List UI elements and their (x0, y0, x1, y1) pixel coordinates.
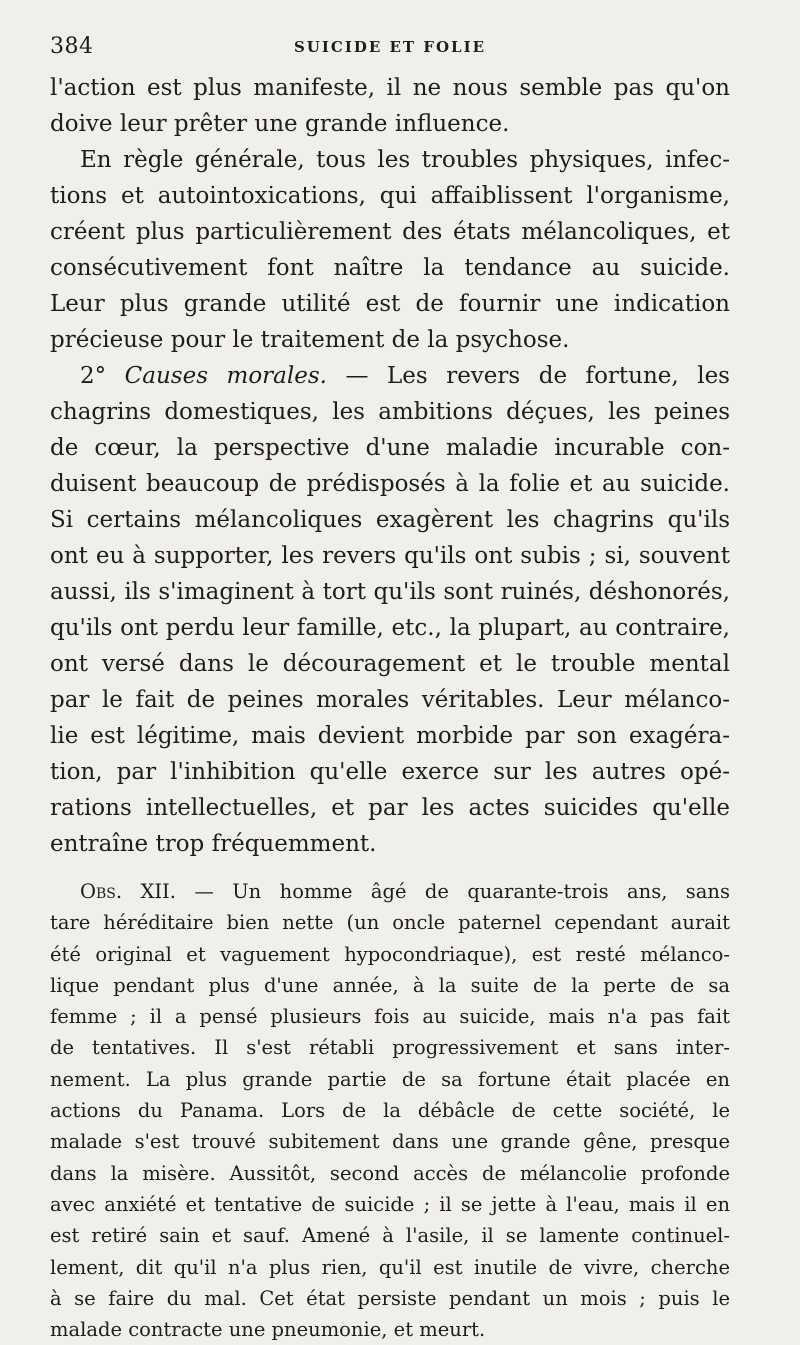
page-number: 384 (50, 34, 94, 59)
observation-first-line (50, 876, 730, 907)
text-line: qu'ils ont perdu leur famille, etc., la plupart, au contraire, (50, 615, 730, 641)
text-line: créent plus particulièrement des états mélancoliques, et (50, 219, 730, 245)
observation-line: malade s'est trouvé subitement dans une grande gêne, presque (50, 1130, 730, 1154)
text-line: En règle générale, tous les troubles physiques, infec- (80, 147, 730, 173)
text-line: doive leur prêter une grande influence. (50, 111, 510, 137)
section-number: 2° (80, 363, 125, 389)
text-line: lie est légitime, mais devient morbide par son exagéra- (50, 723, 730, 749)
observation-line: nement. La plus grande partie de sa fortune était placée en (50, 1067, 730, 1091)
observation-line: à se faire du mal. Cet état persiste pendant un mois ; puis le (50, 1286, 730, 1310)
observation-line: est retiré sain et sauf. Amené à l'asile, il se lamente continuel- (50, 1224, 730, 1248)
observation-block (50, 876, 730, 1345)
text-line: précieuse pour le traitement de la psychose. (50, 327, 570, 353)
observation-line: femme ; il a pensé plusieurs fois au suicide, mais n'a pas fait (50, 1005, 730, 1029)
observation-line: lement, dit qu'il n'a plus rien, qu'il est inutile de vivre, cherche (50, 1255, 730, 1279)
text-line: consécutivement font naître la tendance au suicide. (50, 255, 730, 281)
page-header (50, 28, 730, 68)
text-line: Si certains mélancoliques exagèrent les chagrins qu'ils (50, 507, 730, 533)
text-line: aussi, ils s'imaginent à tort qu'ils sont ruinés, déshonorés, (50, 579, 730, 605)
section-text: — Les revers de fortune, les (326, 363, 730, 389)
text-line: rations intellectuelles, et par les actes suicides qu'elle (50, 795, 730, 821)
body-text (50, 70, 730, 1345)
observation-line: tare héréditaire bien nette (un oncle paternel cependant aurait (50, 911, 730, 935)
text-line: ont versé dans le découragement et le trouble mental (50, 651, 730, 677)
text-line: Leur plus grande utilité est de fournir une indication (50, 291, 730, 317)
running-title: SUICIDE ET FOLIE (293, 38, 487, 56)
section-heading-line (50, 358, 730, 394)
text-line: par le fait de peines morales véritables. Leur mélanco- (50, 687, 730, 713)
text-line: l'action est plus manifeste, il ne nous semble pas qu'on (50, 75, 730, 101)
text-line: chagrins domestiques, les ambitions déçues, les peines (50, 399, 730, 425)
text-line: de cœur, la perspective d'une maladie incurable con- (50, 435, 730, 461)
observation-line: malade contracte une pneumonie, et meurt. (50, 1318, 486, 1342)
observation-line: avec anxiété et tentative de suicide ; il se jette à l'eau, mais il en (50, 1192, 730, 1216)
observation-line: de tentatives. Il s'est rétabli progressivement et sans inter- (50, 1036, 730, 1060)
text-line: ont eu à supporter, les revers qu'ils ont subis ; si, souvent (50, 543, 730, 569)
text-line: tions et autointoxications, qui affaiblissent l'organisme, (50, 183, 730, 209)
text-line: tion, par l'inhibition qu'elle exerce sur les autres opé- (50, 759, 730, 785)
section-title: Causes morales. (124, 363, 327, 389)
observation-line: dans la misère. Aussitôt, second accès de mélancolie profonde (50, 1161, 730, 1185)
observation-label: Obs. XII. (80, 880, 176, 903)
observation-line: lique pendant plus d'une année, à la suite de la perte de sa (50, 973, 730, 997)
observation-line: actions du Panama. Lors de la débâcle de cette société, le (50, 1099, 730, 1123)
observation-text: — Un homme âgé de quarante-trois ans, sans (175, 880, 730, 903)
text-line: entraîne trop fréquemment. (50, 831, 377, 857)
observation-line: été original et vaguement hypocondriaque), est resté mélanco- (50, 942, 730, 966)
text-line: duisent beaucoup de prédisposés à la folie et au suicide. (50, 471, 730, 497)
main-section (50, 70, 730, 862)
